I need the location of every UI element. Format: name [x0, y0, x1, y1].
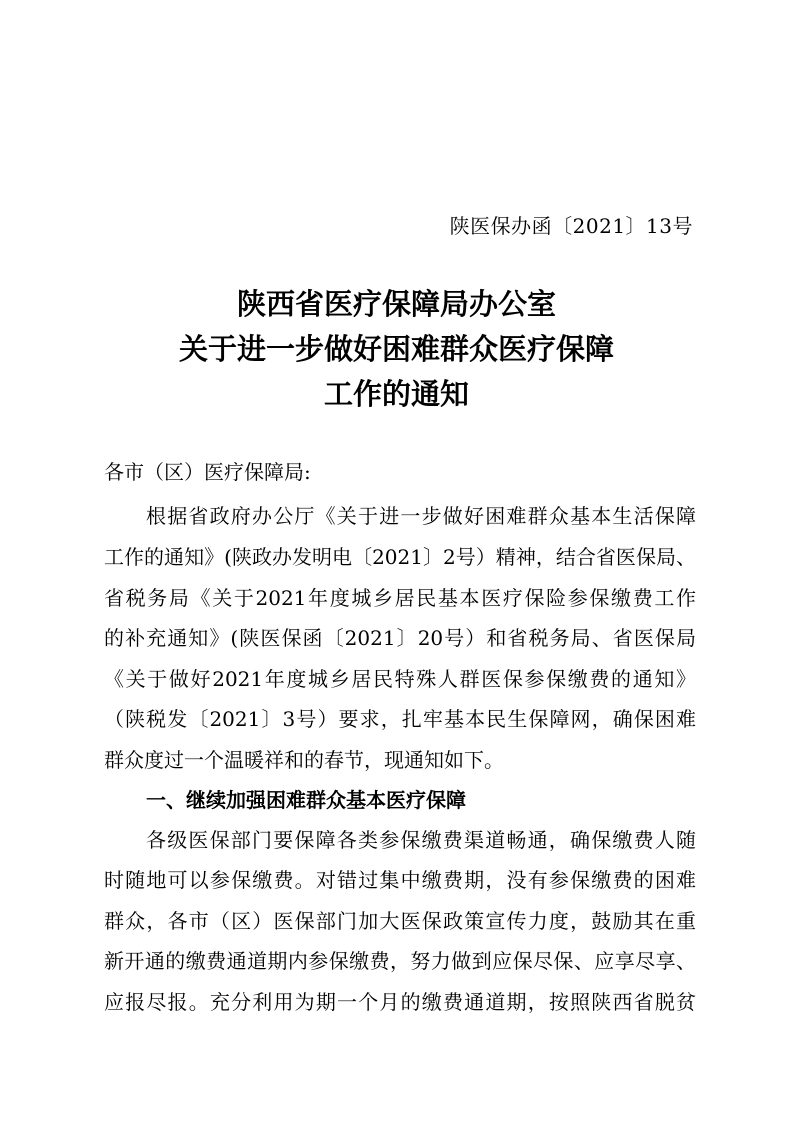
section-1-heading: 一、继续加强困难群众基本医疗保障	[146, 788, 466, 812]
title-line-3: 工作的通知	[323, 377, 469, 411]
addressee: 各市（区）医疗保障局:	[104, 460, 311, 484]
document-title	[100, 282, 693, 417]
document-number: 陕医保办函〔2021〕13号	[449, 214, 693, 238]
title-line-2: 关于进一步做好困难群众医疗保障	[178, 332, 614, 366]
paragraph-2-line: 时随地可以参保缴费。对错过集中缴费期，没有参保缴费的困难	[104, 868, 696, 892]
title-line-1: 陕西省医疗保障局办公室	[236, 287, 556, 321]
paragraph-1-line: 工作的通知》(陕政办发明电〔2021〕2号）精神，结合省医保局、	[104, 545, 696, 569]
paragraph-1-line: （陕税发〔2021〕3号）要求，扎牢基本民生保障网，确保困难	[104, 707, 696, 731]
paragraph-1-line: 省税务局《关于2021年度城乡居民基本医疗保险参保缴费工作	[104, 586, 696, 610]
paragraph-1-line: 的补充通知》(陕医保函〔2021〕20号）和省税务局、省医保局	[104, 626, 696, 650]
paragraph-2-line: 各级医保部门要保障各类参保缴费渠道畅通，确保缴费人随	[146, 828, 696, 852]
paragraph-2-line: 应报尽报。充分利用为期一个月的缴费通道期，按照陕西省脱贫	[104, 990, 696, 1014]
paragraph-1-line: 《关于做好2021年度城乡居民特殊人群医保参保缴费的通知》	[104, 667, 696, 691]
paragraph-1-line: 群众度过一个温暖祥和的春节，现通知如下。	[104, 748, 504, 772]
paragraph-2-line: 新开通的缴费通道期内参保缴费，努力做到应保尽保、应享尽享、	[104, 949, 696, 973]
paragraph-1-line: 根据省政府办公厅《关于进一步做好困难群众基本生活保障	[146, 504, 696, 528]
paragraph-2-line: 群众，各市（区）医保部门加大医保政策宣传力度，鼓励其在重	[104, 909, 696, 933]
